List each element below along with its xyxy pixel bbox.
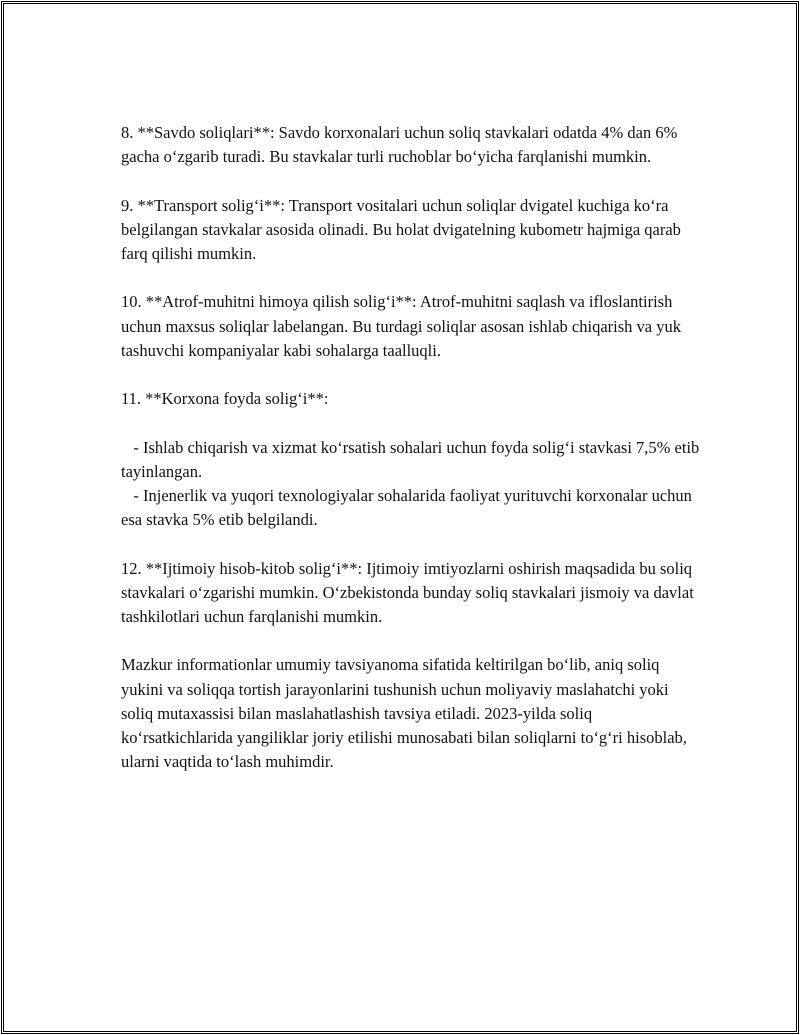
document-body [121, 121, 704, 774]
paragraph-conclusion: Mazkur informationlar umumiy tavsiyanoma sifatida keltirilgan bo‘lib, aniq soliq yukini va soliqqa tortish jarayonlarini tushunish uchun moliyaviy maslahatchi yoki soliq mutaxassisi bilan maslahatlashish tavsiya etiladi. 2023-yilda soliq ko‘rsatkichlarida yangiliklar joriy etilishi munosabati bilan soliqlarni to‘g‘ri hisoblab, ularni vaqtida to‘lash muhimdir. [121, 655, 692, 772]
paragraph-11-bullet-list [121, 436, 704, 533]
paragraph-11-heading-corporate-profit-tax: 11. **Korxona foyda solig‘i**: [121, 389, 329, 409]
bullet-text: - Ishlab chiqarish va xizmat ko‘rsatish sohalari uchun foyda solig‘i stavkasi 7,5% etib tayinlangan. [121, 437, 704, 481]
list-item [121, 436, 704, 484]
paragraph-10-environmental-tax: 10. **Atrof-muhitni himoya qilish solig‘i**: Atrof-muhitni saqlash va ifloslantirish uchun maxsus soliqlar labelangan. Bu turdagi soliqlar asosan ishlab chiqarish va yuk tashuvchi kompaniyalar kabi sohalarga taalluqli. [121, 292, 686, 360]
paragraph-12-social-tax: 12. **Ijtimoiy hisob-kitob solig‘i**: Ijtimoiy imtiyozlarni oshirish maqsadida bu soliq stavkalari o‘zgarishi mumkin. O‘zbekistonda bunday soliq stavkalari jismoiy va davlat tashkilotlari uchun farqlanishi mumkin. [121, 558, 698, 626]
list-item [121, 484, 701, 532]
bullet-text: - Injenerlik va yuqori texnologiyalar sohalarida faoliyat yurituvchi korxonalar uchun esa stavka 5% etib belgilandi. [121, 485, 697, 530]
paragraph-9-transport-tax: 9. **Transport solig‘i**: Transport vositalari uchun soliqlar dvigatel kuchiga ko‘ra belgilangan stavkalar asosida olinadi. Bu holat dvigatelning kubometr hajmiga qarab farq qilishi mumkin. [121, 195, 686, 263]
paragraph-8-trade-taxes: 8. **Savdo soliqlari**: Savdo korxonalari uchun soliq stavkalari odatda 4% dan 6% gacha o‘zgarib turadi. Bu stavkalar turli ruchoblar bo‘yicha farqlanishi mumkin. [121, 123, 682, 167]
document-page [1, 1, 799, 1034]
